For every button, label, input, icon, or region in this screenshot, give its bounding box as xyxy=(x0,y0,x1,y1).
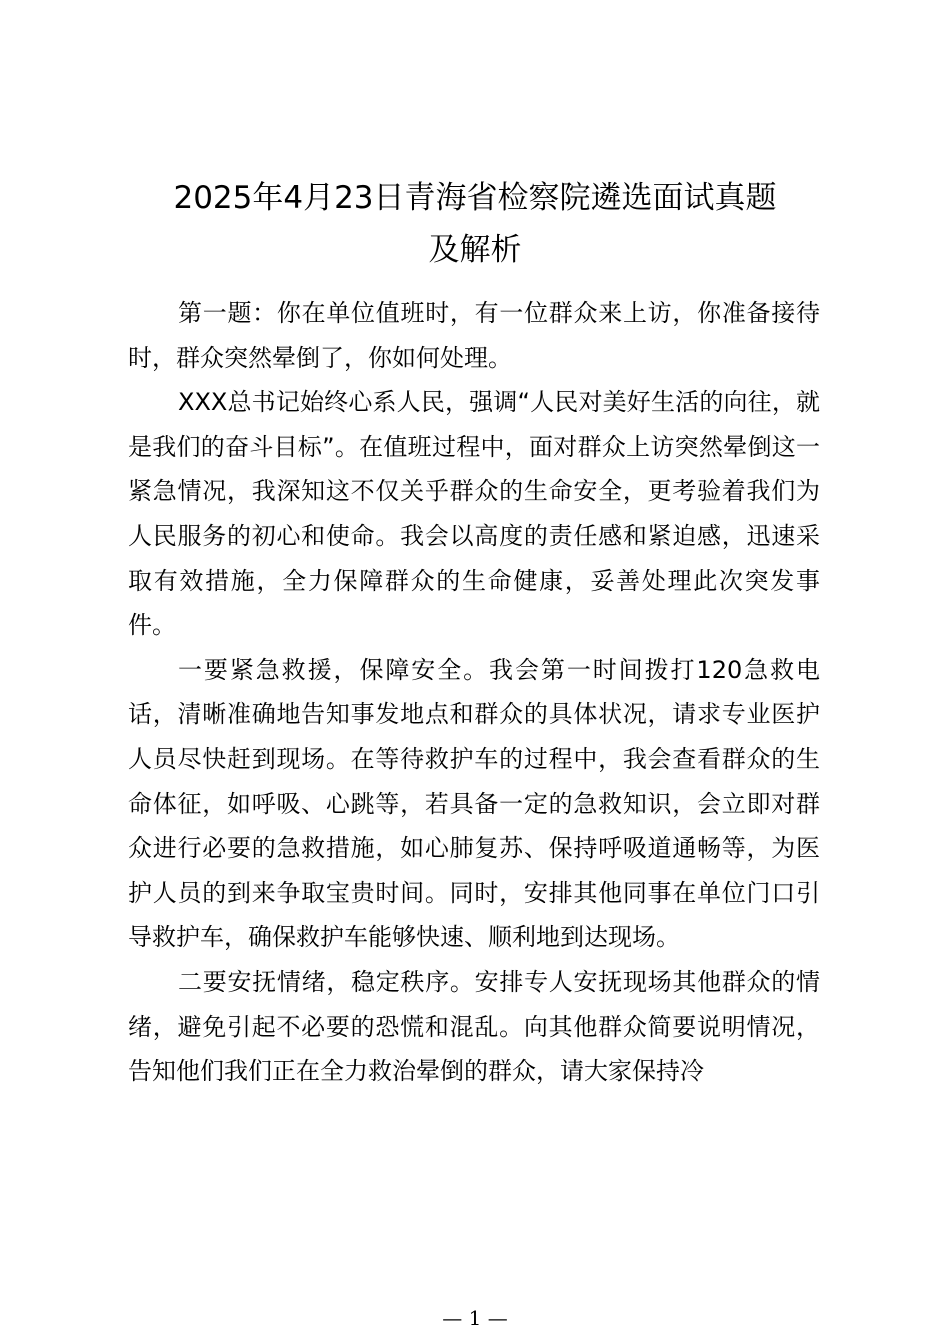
paragraph-point-1: 一要紧急救援，保障安全。我会第一时间拨打120急救电话，清晰准确地告知事发地点和群众的具体状况，请求专业医护人员尽快赶到现场。在等待救护车的过程中，我会查看群众的生命体征，如呼吸、心跳等，若具备一定的急救知识，会立即对群众进行必要的急救措施，如心肺复苏、保持呼吸道通畅等，为医护人员的到来争取宝贵时间。同时，安排其他同事在单位门口引导救护车，确保救护车能够快速、顺利地到达现场。 xyxy=(128,655,820,952)
document-body xyxy=(128,291,820,1094)
paragraph-point-2: 二要安抚情绪，稳定秩序。安排专人安抚现场其他群众的情绪，避免引起不必要的恐慌和混乱。向其他群众简要说明情况，告知他们我们正在全力救治晕倒的群众，请大家保持冷 xyxy=(128,967,820,1086)
page-number: — 1 — xyxy=(442,1306,508,1330)
paragraph-intro: XXX总书记始终心系人民，强调“人民对美好生活的向往，就是我们的奋斗目标”。在值班过程中，面对群众上访突然晕倒这一紧急情况，我深知这不仅关乎群众的生命安全，更考验着我们为人民服务的初心和使命。我会以高度的责任感和紧迫感，迅速采取有效措施，全力保障群众的生命健康，妥善处理此次突发事件。 xyxy=(128,388,820,640)
document-title xyxy=(120,172,830,276)
title-line-2: 及解析 xyxy=(428,232,522,268)
paragraph-question: 第一题：你在单位值班时，有一位群众来上访，你准备接待时，群众突然晕倒了，你如何处理。 xyxy=(128,299,820,372)
title-line-1: 2025年4月23日青海省检察院遴选面试真题 xyxy=(173,180,777,216)
